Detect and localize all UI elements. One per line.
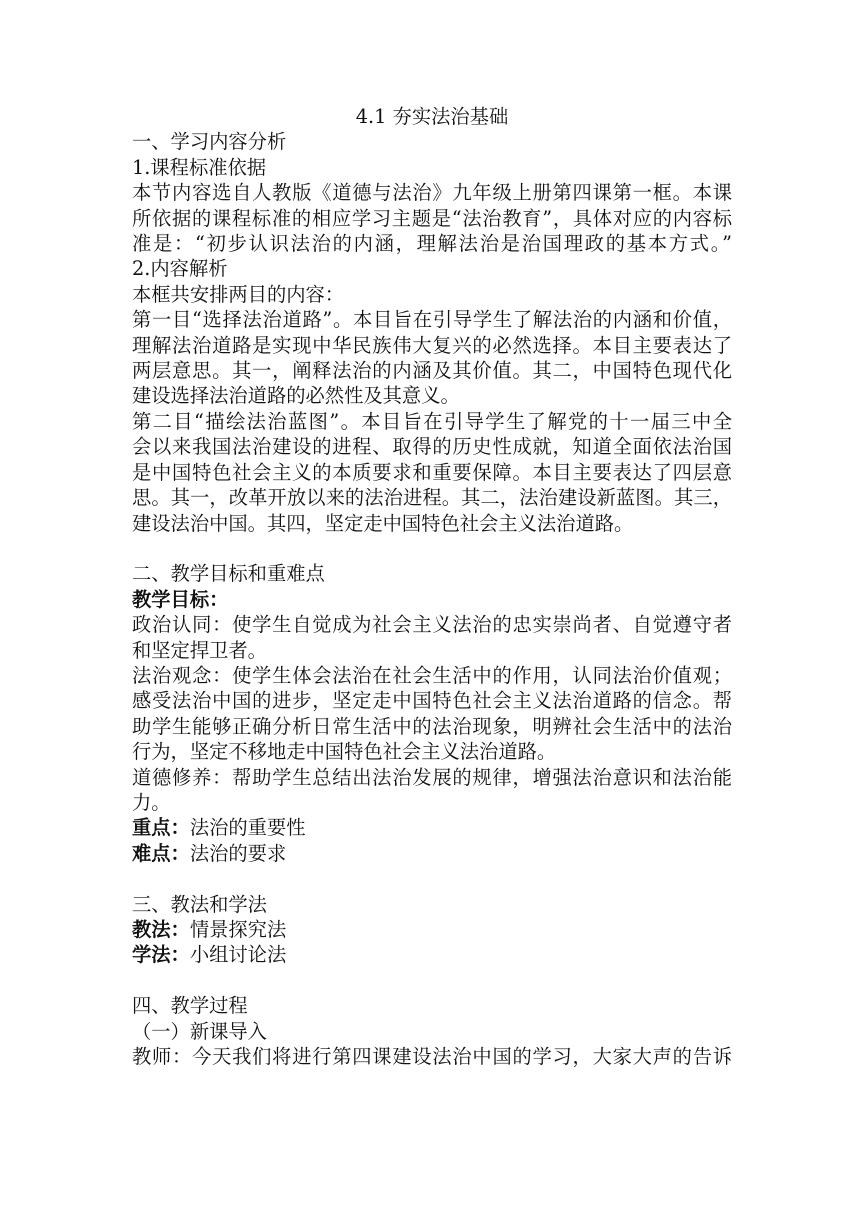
paragraph-line: 感受法治中国的进步，坚定走中国特色社会主义法治道路的信念。帮 — [132, 689, 732, 713]
difficult-point-label: 难点： — [132, 841, 190, 865]
key-point-line — [132, 815, 732, 840]
paragraph-line: 两层意思。其一，阐释法治的内涵及其价值。其二，中国特色现代化 — [132, 359, 732, 383]
paragraph-line: 准是：“初步认识法治的内涵，理解法治是治国理政的基本方式。” — [132, 232, 732, 256]
difficult-point-value: 法治的要求 — [189, 841, 287, 865]
paragraph-line: 法治观念：使学生体会法治在社会生活中的作用，认同法治价值观； — [132, 663, 732, 687]
subheading-intro: （一）新课导入 — [132, 1019, 267, 1043]
paragraph-line: 建设选择法治道路的必然性及其意义。 — [132, 384, 460, 408]
key-point-value: 法治的重要性 — [189, 816, 306, 840]
paragraph-line: 力。 — [132, 790, 171, 814]
paragraph-line: 理解法治道路是实现中华民族伟大复兴的必然选择。本目主要表达了 — [132, 333, 732, 357]
difficult-point-line — [132, 841, 732, 866]
paragraph-line: 教师：今天我们将进行第四课建设法治中国的学习，大家大声的告诉 — [132, 1044, 732, 1068]
section-heading-1: 一、学习内容分析 — [132, 130, 287, 154]
paragraph-line: 本框共安排两目的内容： — [132, 282, 345, 306]
blank-line — [132, 866, 732, 891]
subheading-content: 2.内容解析 — [132, 257, 228, 281]
paragraph-line: 是中国特色社会主义的本质要求和重要保障。本目主要表达了四层意 — [132, 460, 732, 484]
paragraph-line: 第二目“描绘法治蓝图”。本目旨在引导学生了解党的十一届三中全 — [132, 409, 732, 433]
paragraph-line: 助学生能够正确分析日常生活中的法治现象，明辨社会生活中的法治 — [132, 714, 732, 738]
learning-method-line — [132, 942, 732, 967]
document-title: 4.1 夯实法治基础 — [355, 105, 509, 128]
paragraph-line: 第一目“选择法治道路”。本目旨在引导学生了解法治的内涵和价值， — [132, 308, 732, 332]
section-heading-4: 四、教学过程 — [132, 994, 248, 1018]
section-heading-2: 二、教学目标和重难点 — [132, 562, 325, 586]
paragraph-line: 所依据的课程标准的相应学习主题是“法治教育”，具体对应的内容标 — [132, 206, 732, 230]
subheading-curriculum: 1.课程标准依据 — [132, 155, 267, 179]
teaching-method-label: 教法： — [132, 917, 190, 941]
teaching-method-line — [132, 917, 732, 942]
goals-label: 教学目标： — [132, 587, 229, 611]
blank-line — [132, 968, 732, 993]
paragraph-line: 道德修养：帮助学生总结出法治发展的规律，增强法治意识和法治能 — [132, 765, 732, 789]
paragraph-line: 思。其一，改革开放以来的法治进程。其二，法治建设新蓝图。其三， — [132, 486, 732, 510]
paragraph-line: 政治认同：使学生自觉成为社会主义法治的忠实崇尚者、自觉遵守者 — [132, 613, 732, 637]
learning-method-label: 学法： — [132, 943, 190, 967]
paragraph-line: 和坚定捍卫者。 — [132, 638, 267, 662]
teaching-method-value: 情景探究法 — [189, 917, 287, 941]
paragraph-line: 本节内容选自人教版《道德与法治》九年级上册第四课第一框。本课 — [132, 181, 732, 205]
section-heading-3: 三、教法和学法 — [132, 892, 267, 916]
key-point-label: 重点： — [132, 816, 190, 840]
paragraph-line: 行为，坚定不移地走中国特色社会主义法治道路。 — [132, 740, 557, 764]
learning-method-value: 小组讨论法 — [189, 943, 287, 967]
paragraph-line: 建设法治中国。其四，坚定走中国特色社会主义法治道路。 — [132, 511, 634, 535]
blank-line — [132, 536, 732, 561]
paragraph-line: 会以来我国法治建设的进程、取得的历史性成就，知道全面依法治国 — [132, 435, 732, 459]
document-page — [132, 104, 732, 1069]
